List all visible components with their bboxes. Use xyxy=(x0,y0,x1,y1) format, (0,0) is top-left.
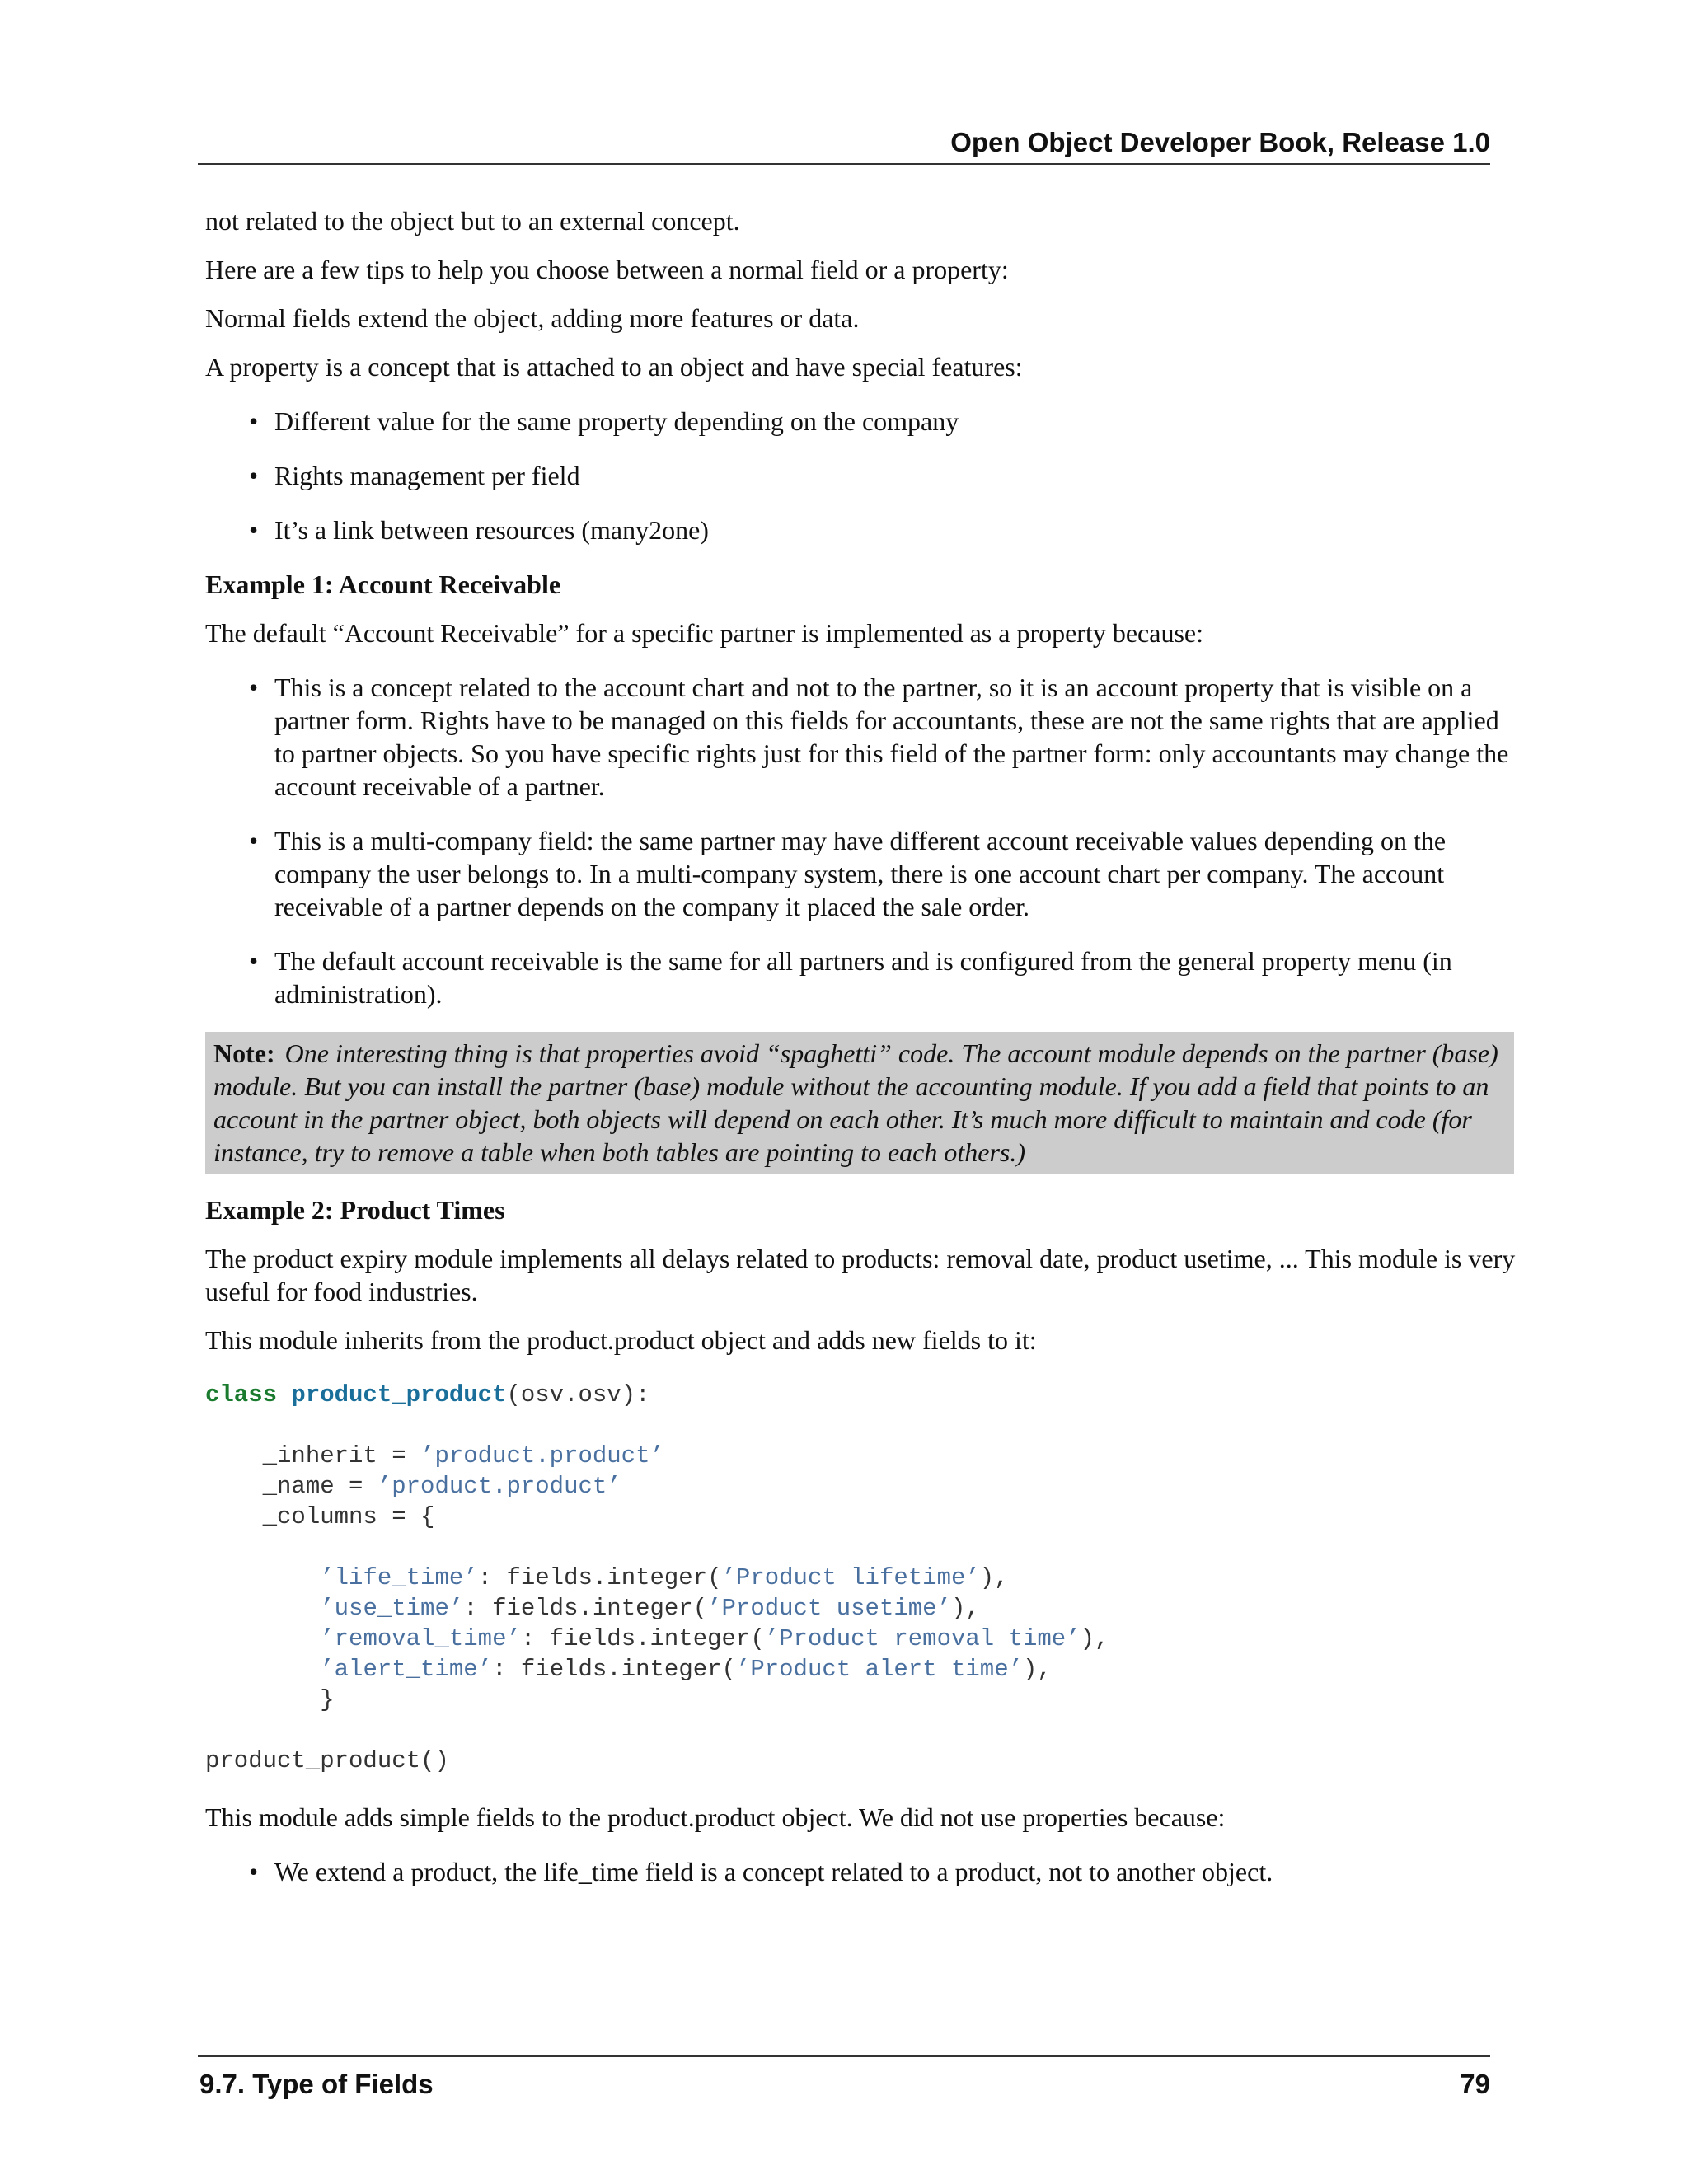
example1-list xyxy=(205,671,1516,1010)
page-body xyxy=(205,204,1516,1888)
paragraph: not related to the object but to an external concept. xyxy=(205,206,740,236)
code-block: class product_product(osv.osv): _inherit = ’product.product’ _name = ’product.product’ _columns = { ’life_time’: fields.integer(’Product lifetime’), ’use_time’: fields.integer(’Product usetime’), ’removal_time’: fields.integer(’Product removal time’), ’alert_time’: fields.integer(’Product alert time’), } product_product() xyxy=(205,1381,1109,1774)
running-footer xyxy=(198,2055,1490,2107)
after-code-list xyxy=(205,1855,1516,1888)
list-item: • It’s a link between resources (many2one) xyxy=(249,515,709,545)
bullet-icon: • xyxy=(249,826,259,855)
bullet-icon: • xyxy=(249,673,259,702)
note-label: Note: xyxy=(213,1038,275,1068)
paragraph: The product expiry module implements all delays related to products: removal date, product usetime, ... This module is very useful for food industries. xyxy=(205,1244,1516,1306)
bullet-icon: • xyxy=(249,1857,259,1886)
bullet-icon: • xyxy=(249,515,259,545)
list-item: • This is a multi-company field: the same partner may have different account receivable values depending on the company the user belongs to. In a multi-company system, there is one account chart per company. The account receivable of a partner depends on the company it placed the sale order. xyxy=(249,826,1447,921)
list-item: • Rights management per field xyxy=(249,461,580,490)
bullet-icon: • xyxy=(249,946,259,976)
list-item: • We extend a product, the life_time field is a concept related to a product, not to another object. xyxy=(249,1857,1273,1886)
code-class-name: product_product xyxy=(291,1381,507,1408)
bullet-icon: • xyxy=(249,406,259,436)
code-keyword: class xyxy=(205,1381,278,1408)
running-header xyxy=(198,122,1490,165)
paragraph: Normal fields extend the object, adding more features or data. xyxy=(205,303,860,333)
paragraph: A property is a concept that is attached to an object and have special features: xyxy=(205,352,1023,382)
note-box xyxy=(205,1032,1514,1174)
paragraph: The default “Account Receivable” for a specific partner is implemented as a property because: xyxy=(205,618,1203,648)
example-heading: Example 1: Account Receivable xyxy=(205,569,561,599)
note-text: One interesting thing is that properties avoid “spaghetti” code. The account module depends on the partner (base) module. But you can install the partner (base) module without the accounting module. If you add a field that points to an account in the partner object, both objects will depend on each other. It’s much more difficult to maintain and code (for instance, try to remove a table when both tables are pointing to each others.) xyxy=(213,1038,1498,1167)
paragraph: This module adds simple fields to the product.product object. We did not use properties because: xyxy=(205,1802,1226,1832)
paragraph: Here are a few tips to help you choose between a normal field or a property: xyxy=(205,255,1009,284)
list-item: • Different value for the same property depending on the company xyxy=(249,406,959,436)
paragraph: This module inherits from the product.product object and adds new fields to it: xyxy=(205,1325,1037,1355)
page-number: 79 xyxy=(1460,2069,1490,2099)
list-item: • This is a concept related to the account chart and not to the partner, so it is an account property that is visible on a partner form. Rights have to be managed on this fields for accountants, these are not the same rights that are applied to partner objects. So you have specific rights just for this field of the partner form: only accountants may change the account receivable of a partner. xyxy=(249,673,1509,801)
book-title: Open Object Developer Book, Release 1.0 xyxy=(950,127,1490,157)
property-features-list xyxy=(205,405,1516,546)
example-heading: Example 2: Product Times xyxy=(205,1195,505,1225)
bullet-icon: • xyxy=(249,461,259,490)
list-item: • The default account receivable is the same for all partners and is configured from the general property menu (in administration). xyxy=(249,946,1452,1009)
section-title: 9.7. Type of Fields xyxy=(199,2069,434,2099)
